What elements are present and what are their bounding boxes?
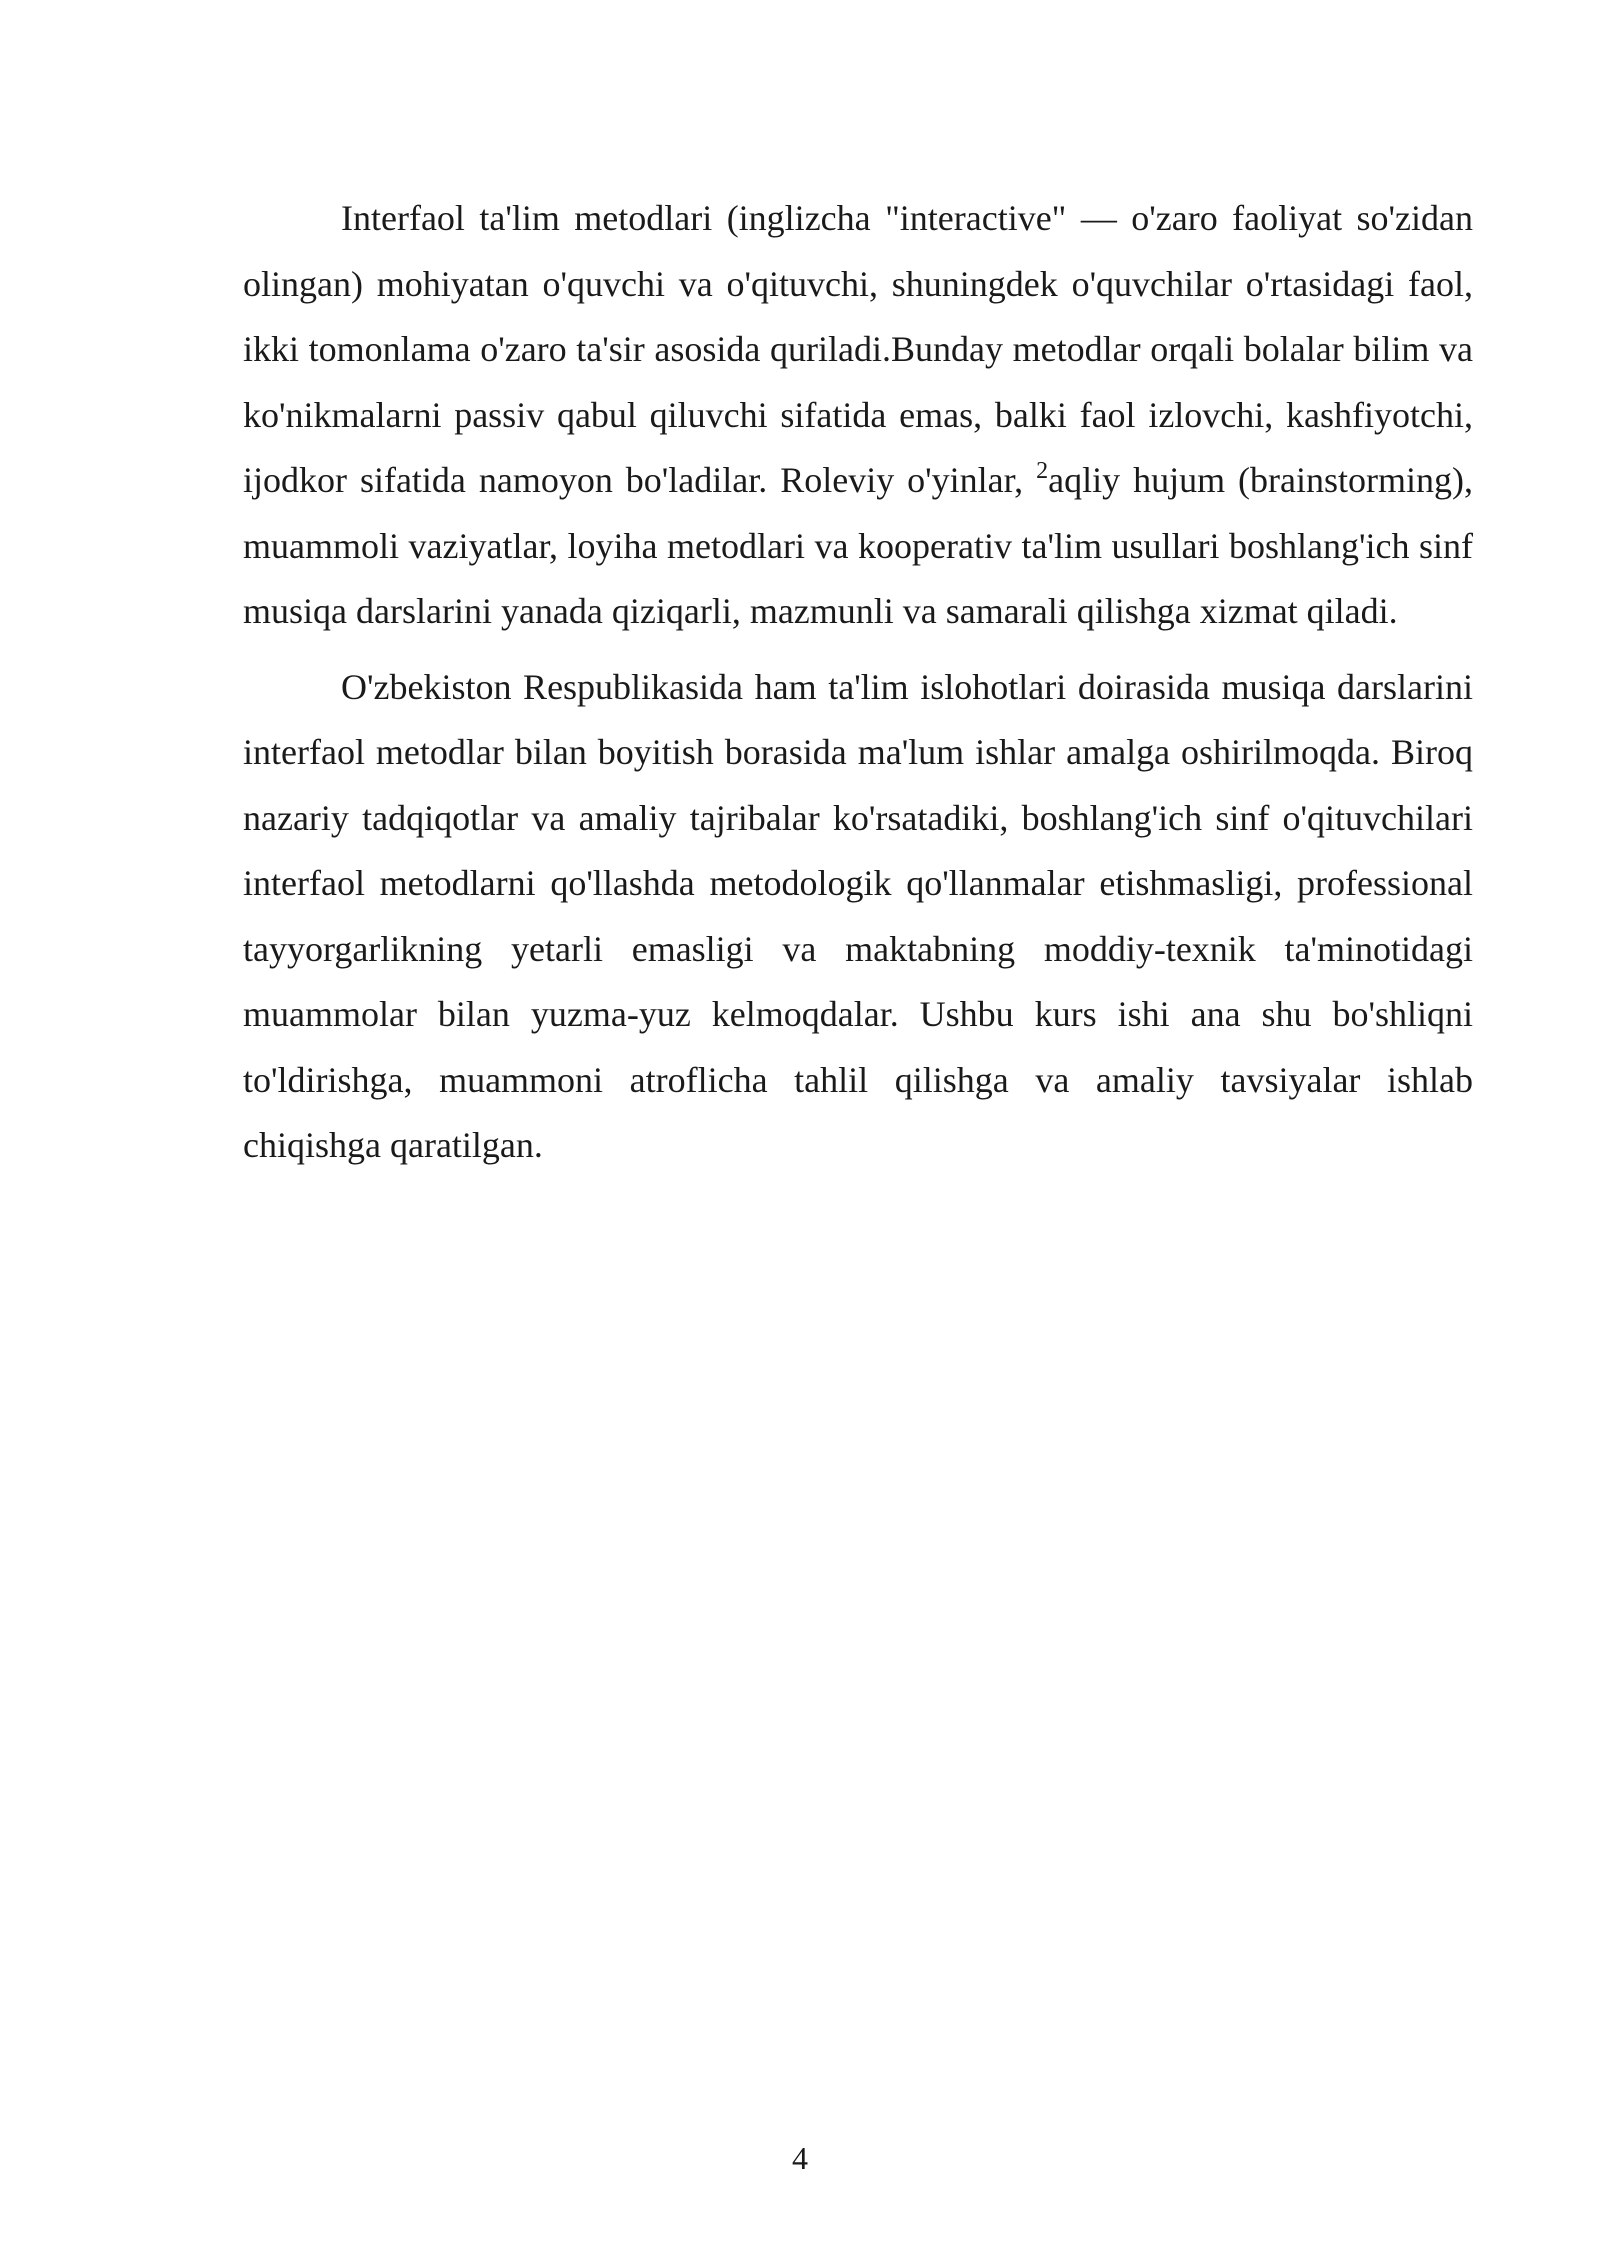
paragraph-interactive-methods [243, 186, 1473, 645]
paragraph-text-continued: aqliy hujum (brainstorming), muammoli vaziyatlar, loyiha metodlari va kooperativ ta'lim usullari boshlang'ich sinf musiqa darslarini yanada qiziqarli, mazmunli va samarali qilishga xizmat qiladi. [243, 460, 1473, 631]
body-text [243, 186, 1473, 1179]
paragraph-text: Interfaol ta'lim metodlari (inglizcha "interactive" — o'zaro faoliyat so'zidan olingan) mohiyatan o'quvchi va o'qituvchi, shuningdek o'quvchilar o'rtasidagi faol, ikki tomonlama o'zaro ta'sir asosida quriladi.Bunday metodlar orqali bolalar bilim va ko'nikmalarni passiv qabul qiluvchi sifatida emas, balki faol izlovchi, kashfiyotchi, ijodkor sifatida namoyon bo'ladilar. Roleviy o'yinlar, [243, 198, 1473, 500]
paragraph-uzbekistan-reforms: O'zbekiston Respublikasida ham ta'lim islohotlari doirasida musiqa darslarini interfaol metodlar bilan boyitish borasida ma'lum ishlar amalga oshirilmoqda. Biroq nazariy tadqiqotlar va amaliy tajribalar ko'rsatadiki, boshlang'ich sinf o'qituvchilari interfaol metodlarni qo'llashda metodologik qo'llanmalar etishmasligi, professional tayyorgarlikning yetarli emasligi va maktabning moddiy-texnik ta'minotidagi muammolar bilan yuzma-yuz kelmoqdalar. Ushbu kurs ishi ana shu bo'shliqni to'ldirishga, muammoni atroflicha tahlil qilishga va amaliy tavsiyalar ishlab chiqishga qaratilgan. [243, 666, 1473, 1165]
footnote-reference[interactable]: 2 [1036, 458, 1049, 484]
page-number: 4 [792, 2140, 808, 2176]
